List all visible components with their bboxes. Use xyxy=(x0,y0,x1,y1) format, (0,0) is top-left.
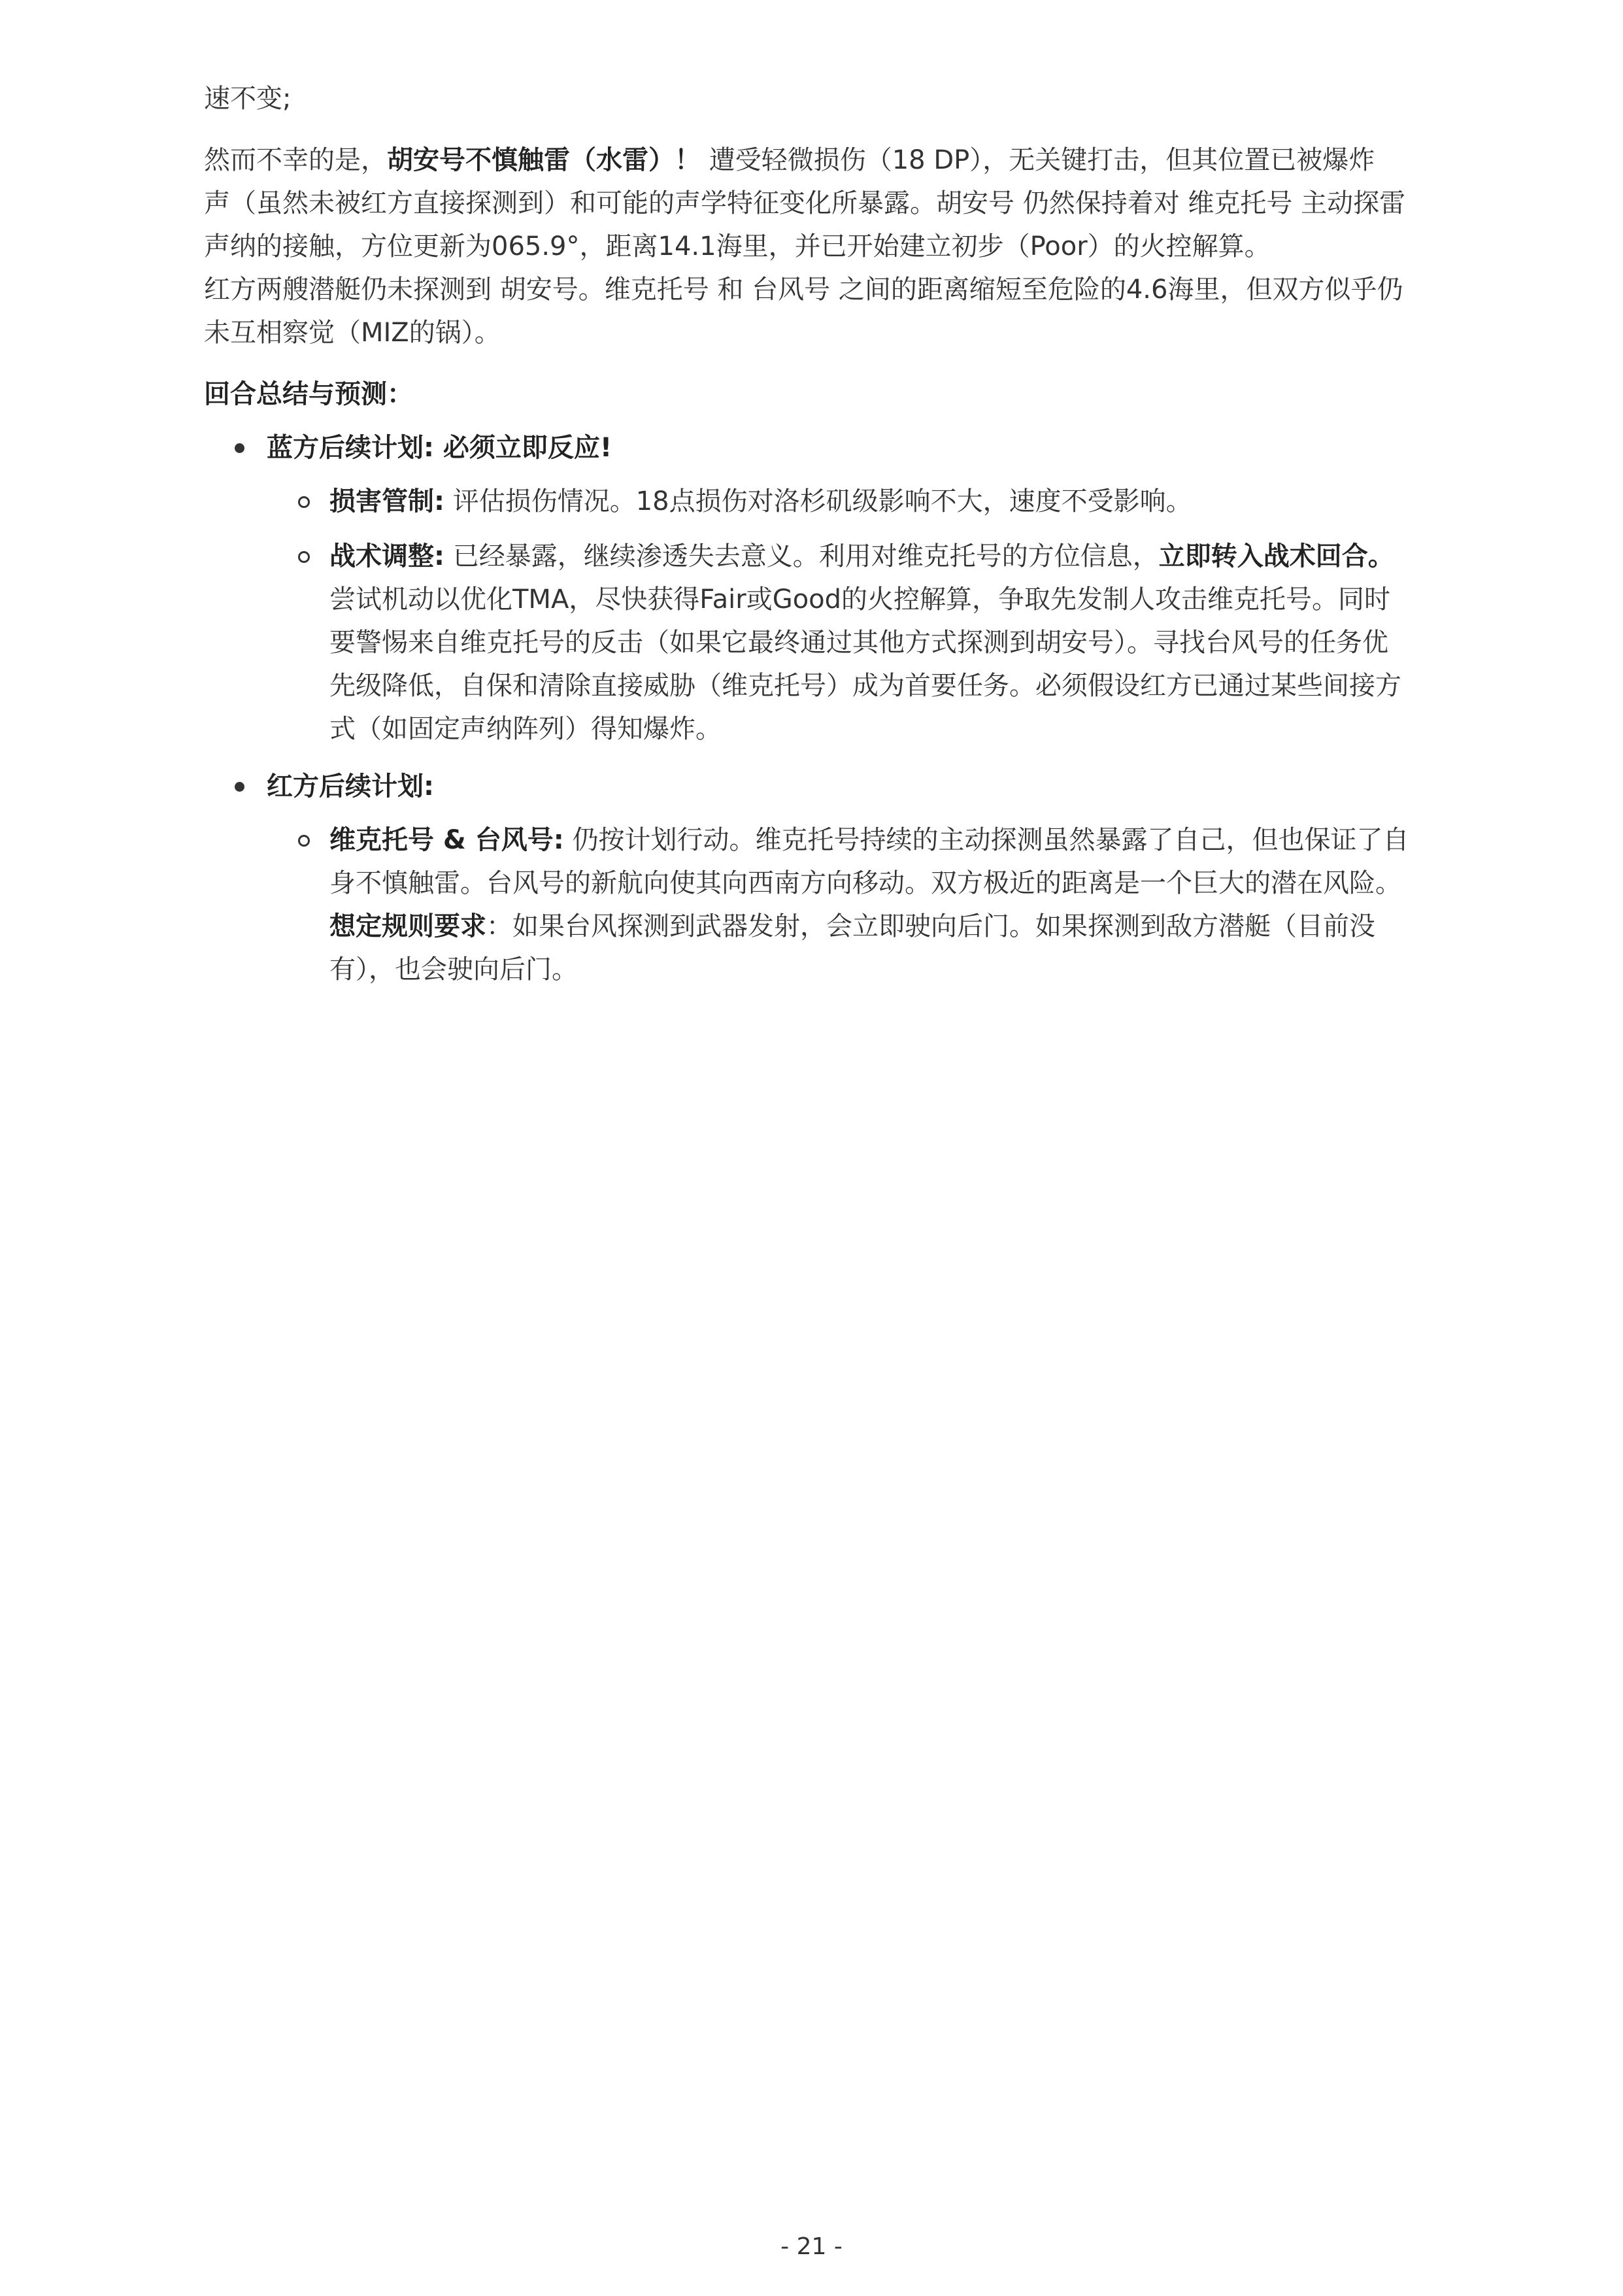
tactic-line-1-text: 已经暴露，继续渗透失去意义。利用对维克托号的方位信息， xyxy=(444,541,1159,571)
red-line-4: 有），也会驶向后门。 xyxy=(329,954,578,985)
red-item-label: 维克托号 & 台风号: xyxy=(329,825,564,855)
bullet-icon xyxy=(235,443,244,453)
blue-tactic-item xyxy=(267,535,1425,751)
blue-plan-item xyxy=(204,426,1425,751)
incident-line-3: 声纳的接触，方位更新为065.9°，距离14.1海里，并已开始建立初步（Poor）的火控解算。 xyxy=(204,231,1271,262)
circle-bullet-icon xyxy=(298,835,310,847)
tactic-emphasis: 立即转入战术回合。 xyxy=(1158,541,1394,571)
blue-damage-control-item xyxy=(267,480,1425,523)
red-submarines-item xyxy=(267,819,1425,991)
page-number: - 21 - xyxy=(780,2233,843,2260)
damage-control-text: 评估损伤情况。18点损伤对洛杉矶级影响不大，速度不受影响。 xyxy=(444,486,1192,516)
red-line-1 xyxy=(329,819,1425,862)
summary-heading: 回合总结与预测： xyxy=(204,379,413,409)
red-line-3-text: ：如果台风探测到武器发射，会立即驶向后门。如果探测到敌方潜艇（目前没 xyxy=(486,911,1375,941)
tactic-line-5: 式（如固定声纳阵列）得知爆炸。 xyxy=(329,714,722,744)
damage-control-line xyxy=(329,480,1425,523)
red-line-1-text: 仍按计划行动。维克托号持续的主动探测虽然暴露了自己，但也保证了自 xyxy=(563,825,1409,855)
scenario-rule-label: 想定规则要求 xyxy=(329,911,486,941)
intro-text: 速不变; xyxy=(204,84,292,114)
mine-hit-emphasis: 胡安号不慎触雷（水雷）！ xyxy=(387,145,701,175)
tactic-label: 战术调整: xyxy=(329,541,444,571)
red-plan-sublist xyxy=(267,819,1425,991)
incident-prefix: 然而不幸的是， xyxy=(204,145,387,175)
damage-control-label: 损害管制: xyxy=(329,486,444,516)
tactic-line-4: 先级降低，自保和清除直接威胁（维克托号）成为首要任务。必须假设红方已通过某些间接方 xyxy=(329,671,1401,701)
tactic-line-3: 要警惕来自维克托号的反击（如果它最终通过其他方式探测到胡安号）。寻找台风号的任务优 xyxy=(329,628,1388,658)
red-plan-title: 红方后续计划: xyxy=(267,771,434,802)
blue-plan-title: 蓝方后续计划: 必须立即反应! xyxy=(267,433,612,463)
incident-paragraph xyxy=(204,139,1425,354)
intro-line xyxy=(204,77,1425,120)
incident-line-1-rest: 遭受轻微损伤（18 DP），无关键打击，但其位置已被爆炸 xyxy=(701,145,1375,175)
tactic-line-2: 尝试机动以优化TMA，尽快获得Fair或Good的火控解算，争取先发制人攻击维克托号。同时 xyxy=(329,584,1391,615)
plan-list xyxy=(204,426,1425,991)
incident-line-4: 红方两艘潜艇仍未探测到 胡安号。维克托号 和 台风号 之间的距离缩短至危险的4.6海里，但双方似乎仍 xyxy=(204,275,1403,305)
document-body xyxy=(204,77,1425,1005)
circle-bullet-icon xyxy=(298,551,310,563)
incident-line-5: 未互相察觉（MIZ的锅）。 xyxy=(204,318,501,348)
blue-plan-sublist xyxy=(267,480,1425,751)
tactic-line-1 xyxy=(329,535,1425,578)
bullet-icon xyxy=(235,782,244,792)
red-plan-item xyxy=(204,765,1425,991)
incident-line-2: 声（虽然未被红方直接探测到）和可能的声学特征变化所暴露。胡安号 仍然保持着对 维克托号 主动探雷 xyxy=(204,188,1406,218)
red-line-3 xyxy=(329,905,1425,948)
red-line-2: 身不慎触雷。台风号的新航向使其向西南方向移动。双方极近的距离是一个巨大的潜在风险。 xyxy=(329,868,1401,898)
incident-line-1 xyxy=(204,139,1425,182)
circle-bullet-icon xyxy=(298,496,310,508)
